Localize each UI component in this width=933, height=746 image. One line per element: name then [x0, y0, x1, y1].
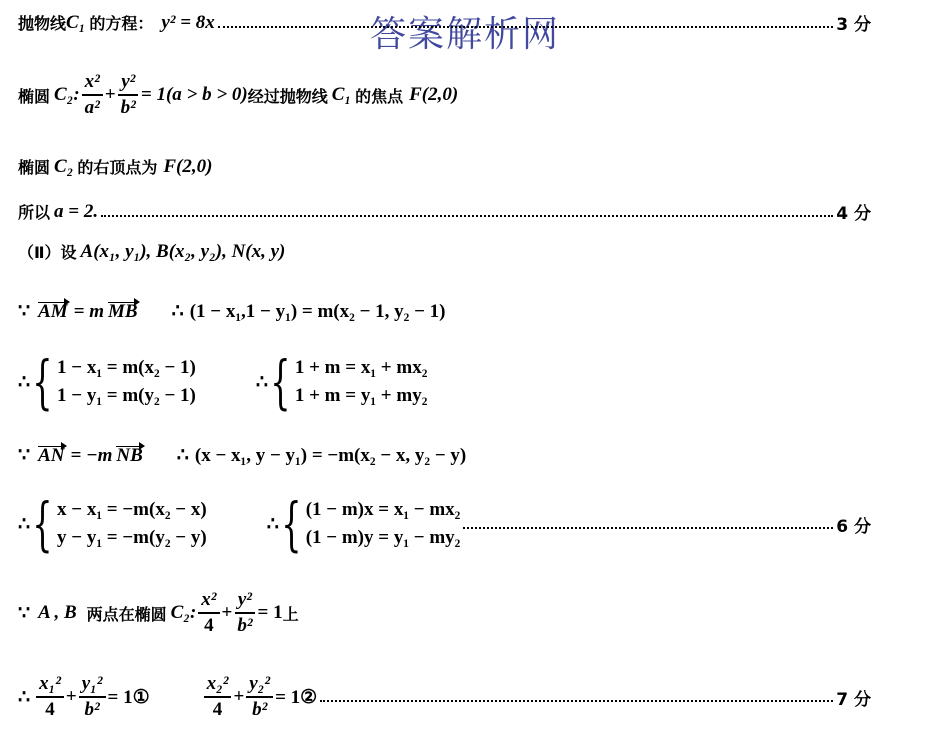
math: F(2,0): [409, 84, 459, 105]
text: 经过抛物线: [247, 86, 328, 106]
fraction: [36, 672, 64, 722]
plus-sign: +: [65, 686, 77, 707]
equation-system: [266, 490, 461, 558]
dotted-leader: [463, 527, 833, 529]
math: = 1②: [275, 686, 318, 708]
math: C₂:: [54, 84, 80, 105]
equation-system: [255, 348, 428, 416]
text: 上: [282, 604, 299, 624]
numerator: x₁²: [36, 672, 64, 698]
score-label: 6 分: [836, 516, 871, 537]
text: 椭圆: [18, 86, 51, 106]
line-ellipse-equations: [18, 672, 871, 722]
equation-row: y − y₁ = −m(y₂ − y): [57, 527, 207, 548]
denominator: b²: [120, 97, 136, 118]
vector-an: AN: [38, 444, 65, 466]
score-label: 3 分: [836, 15, 871, 35]
text: 两点在椭圆: [86, 604, 167, 624]
watermark-text: 答案解析网: [370, 14, 561, 55]
math: A(x₁, y₁), B(x₂, y₂), N(x, y): [80, 240, 286, 262]
equation-row: 1 + m = x₁ + mx₂: [294, 357, 428, 378]
text: 椭圆: [18, 158, 51, 177]
math: F(2,0): [163, 155, 213, 177]
math: = m: [73, 300, 105, 322]
numerator: x²: [198, 588, 219, 614]
brace: {: [281, 490, 302, 558]
therefore-symbol: ∴: [266, 513, 279, 535]
math: = 1①: [107, 686, 150, 708]
therefore-symbol: ∴: [171, 301, 184, 322]
fraction: [204, 672, 232, 722]
math: C₁: [331, 84, 352, 105]
math: C₂: [54, 155, 74, 177]
brace: {: [270, 348, 291, 416]
equation-system: [18, 490, 207, 558]
because-symbol: ∵: [18, 602, 31, 624]
math: a = 2.: [54, 200, 99, 222]
line-vector-am: [18, 300, 871, 323]
numerator: y²: [118, 70, 138, 96]
math: C₁: [66, 11, 86, 33]
because-symbol: ∵: [18, 445, 31, 466]
math: A , B: [38, 602, 77, 623]
dotted-leader: [320, 700, 833, 702]
vector-mb: MB: [108, 300, 138, 322]
math: (1 − x₁,1 − y₁) = m(x₂ − 1, y₂ − 1): [189, 300, 446, 322]
plus-sign: +: [104, 84, 116, 105]
because-symbol: ∵: [18, 301, 31, 322]
line-a-value: [18, 199, 871, 224]
numerator: y²: [235, 588, 255, 614]
line-right-vertex: [18, 155, 871, 178]
text: 的焦点: [355, 86, 404, 106]
denominator: b²: [252, 699, 268, 720]
equation-row: x − x₁ = −m(x₂ − x): [57, 499, 207, 520]
text: （Ⅱ）设: [18, 243, 77, 262]
denominator: 4: [212, 699, 223, 720]
therefore-symbol: ∴: [18, 686, 31, 708]
fraction: [79, 672, 106, 722]
text: 的方程：: [89, 14, 154, 33]
score-label: 4 分: [836, 204, 871, 224]
dotted-leader: [101, 215, 833, 217]
line-ellipse-definition: [18, 70, 871, 120]
math: = −m: [70, 444, 113, 466]
therefore-symbol: ∴: [255, 371, 268, 393]
denominator: b²: [84, 699, 100, 720]
text: 所以: [18, 203, 51, 222]
line-points-on-ellipse: [18, 588, 871, 638]
line-parabola-equation: [18, 10, 871, 35]
numerator: y₂²: [246, 672, 273, 698]
equation-row: 1 − x₁ = m(x₂ − 1): [57, 357, 196, 378]
equation-row: 1 − y₁ = m(y₂ − 1): [57, 385, 196, 406]
fraction: [198, 588, 219, 638]
dotted-leader: [218, 26, 833, 28]
equation-row: (1 − m)y = y₁ − my₂: [305, 527, 461, 548]
equation-row: 1 + m = y₁ + my₂: [294, 385, 428, 406]
equation-system: [18, 348, 196, 416]
denominator: 4: [45, 699, 55, 720]
plus-sign: +: [233, 686, 245, 707]
line-system-one: [18, 348, 871, 416]
brace: {: [32, 348, 53, 416]
denominator: a²: [84, 97, 100, 118]
math: = 1(a > b > 0): [140, 84, 248, 105]
line-vector-an: [18, 444, 871, 467]
math: (x − x₁, y − y₁) = −m(x₂ − x, y₂ − y): [194, 444, 467, 466]
line-system-two: [18, 490, 871, 558]
fraction: [82, 70, 103, 120]
plus-sign: +: [221, 602, 233, 623]
denominator: 4: [204, 615, 214, 636]
fraction: [234, 588, 255, 638]
therefore-symbol: ∴: [176, 445, 189, 466]
text: 的右顶点为: [77, 158, 158, 177]
fraction: [118, 70, 139, 120]
numerator: x²: [82, 70, 103, 96]
text: 抛物线: [18, 14, 67, 33]
denominator: b²: [237, 615, 253, 636]
vector-am: AM: [38, 300, 68, 322]
numerator: y₁²: [79, 672, 106, 698]
vector-nb: NB: [116, 444, 143, 466]
numerator: x₂²: [204, 672, 232, 698]
math: = 1: [257, 602, 283, 623]
math: C₂:: [170, 602, 197, 623]
therefore-symbol: ∴: [18, 371, 31, 393]
math: y² = 8x: [161, 11, 215, 33]
fraction: [246, 672, 273, 722]
brace: {: [32, 490, 53, 558]
equation-row: (1 − m)x = x₁ − mx₂: [305, 499, 461, 520]
line-part-two-setup: [18, 240, 871, 263]
therefore-symbol: ∴: [18, 513, 31, 535]
score-label: 7 分: [836, 689, 871, 710]
